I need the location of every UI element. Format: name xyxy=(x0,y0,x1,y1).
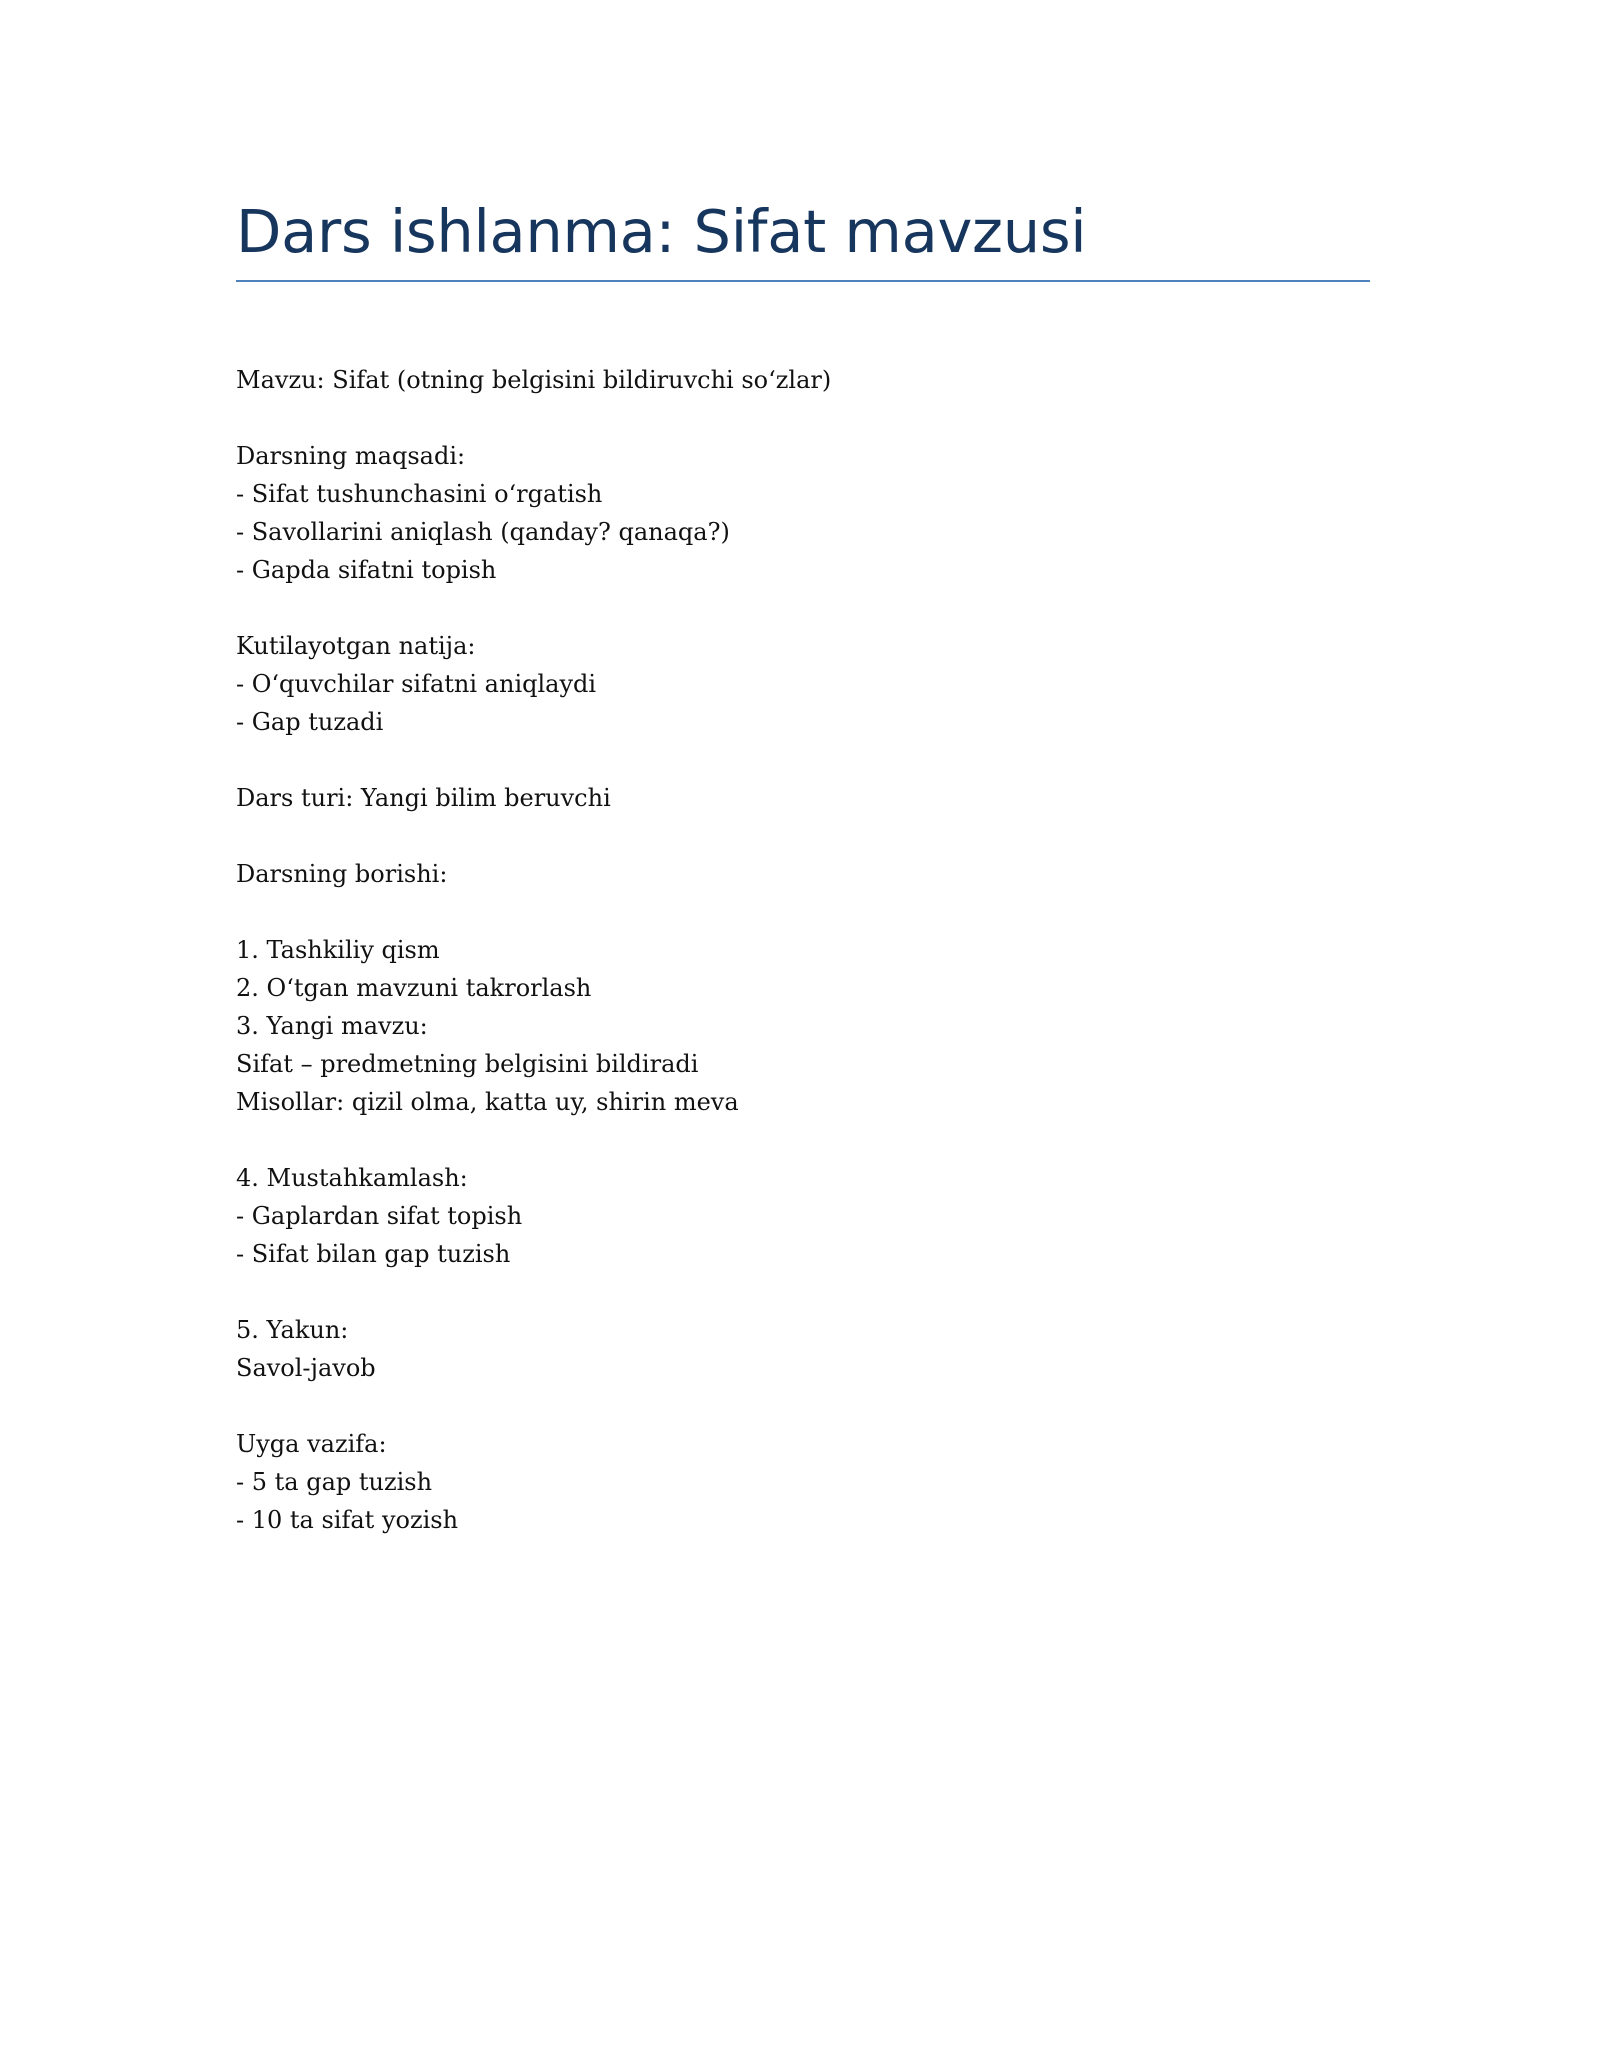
goal-item: - Savollarini aniqlash (qanday? qanaqa?) xyxy=(236,518,730,546)
title-underline-rule xyxy=(236,280,1370,282)
page-title: Dars ishlanma: Sifat mavzusi xyxy=(236,197,1087,266)
blank-line xyxy=(236,1121,1370,1159)
goals-heading: Darsning maqsadi: xyxy=(236,442,466,470)
outcome-item: - Gap tuzadi xyxy=(236,708,384,736)
blank-line xyxy=(236,893,1370,931)
blank-line xyxy=(236,741,1370,779)
conclusion-heading: 5. Yakun: xyxy=(236,1316,349,1344)
procedure-step: 1. Tashkiliy qism xyxy=(236,936,440,964)
blank-line xyxy=(236,1273,1370,1311)
homework-item: - 5 ta gap tuzish xyxy=(236,1468,433,1496)
document-body xyxy=(236,361,1370,1539)
procedure-step: 2. O‘tgan mavzuni takrorlash xyxy=(236,974,592,1002)
topic-line: Mavzu: Sifat (otning belgisini bildiruvchi so‘zlar) xyxy=(236,366,832,394)
new-topic-definition: Sifat – predmetning belgisini bildiradi xyxy=(236,1050,699,1078)
lesson-type-line: Dars turi: Yangi bilim beruvchi xyxy=(236,784,611,812)
blank-line xyxy=(236,1387,1370,1425)
outcome-item: - O‘quvchilar sifatni aniqlaydi xyxy=(236,670,597,698)
blank-line xyxy=(236,589,1370,627)
procedure-step: 3. Yangi mavzu: xyxy=(236,1012,428,1040)
procedure-heading: Darsning borishi: xyxy=(236,860,448,888)
new-topic-examples: Misollar: qizil olma, katta uy, shirin meva xyxy=(236,1088,739,1116)
blank-line xyxy=(236,399,1370,437)
reinforcement-heading: 4. Mustahkamlash: xyxy=(236,1164,468,1192)
reinforcement-item: - Gaplardan sifat topish xyxy=(236,1202,523,1230)
reinforcement-item: - Sifat bilan gap tuzish xyxy=(236,1240,511,1268)
goal-item: - Gapda sifatni topish xyxy=(236,556,497,584)
goal-item: - Sifat tushunchasini o‘rgatish xyxy=(236,480,603,508)
homework-item: - 10 ta sifat yozish xyxy=(236,1506,459,1534)
outcomes-heading: Kutilayotgan natija: xyxy=(236,632,476,660)
blank-line xyxy=(236,817,1370,855)
homework-heading: Uyga vazifa: xyxy=(236,1430,387,1458)
conclusion-item: Savol-javob xyxy=(236,1354,376,1382)
title-block xyxy=(236,188,1370,276)
